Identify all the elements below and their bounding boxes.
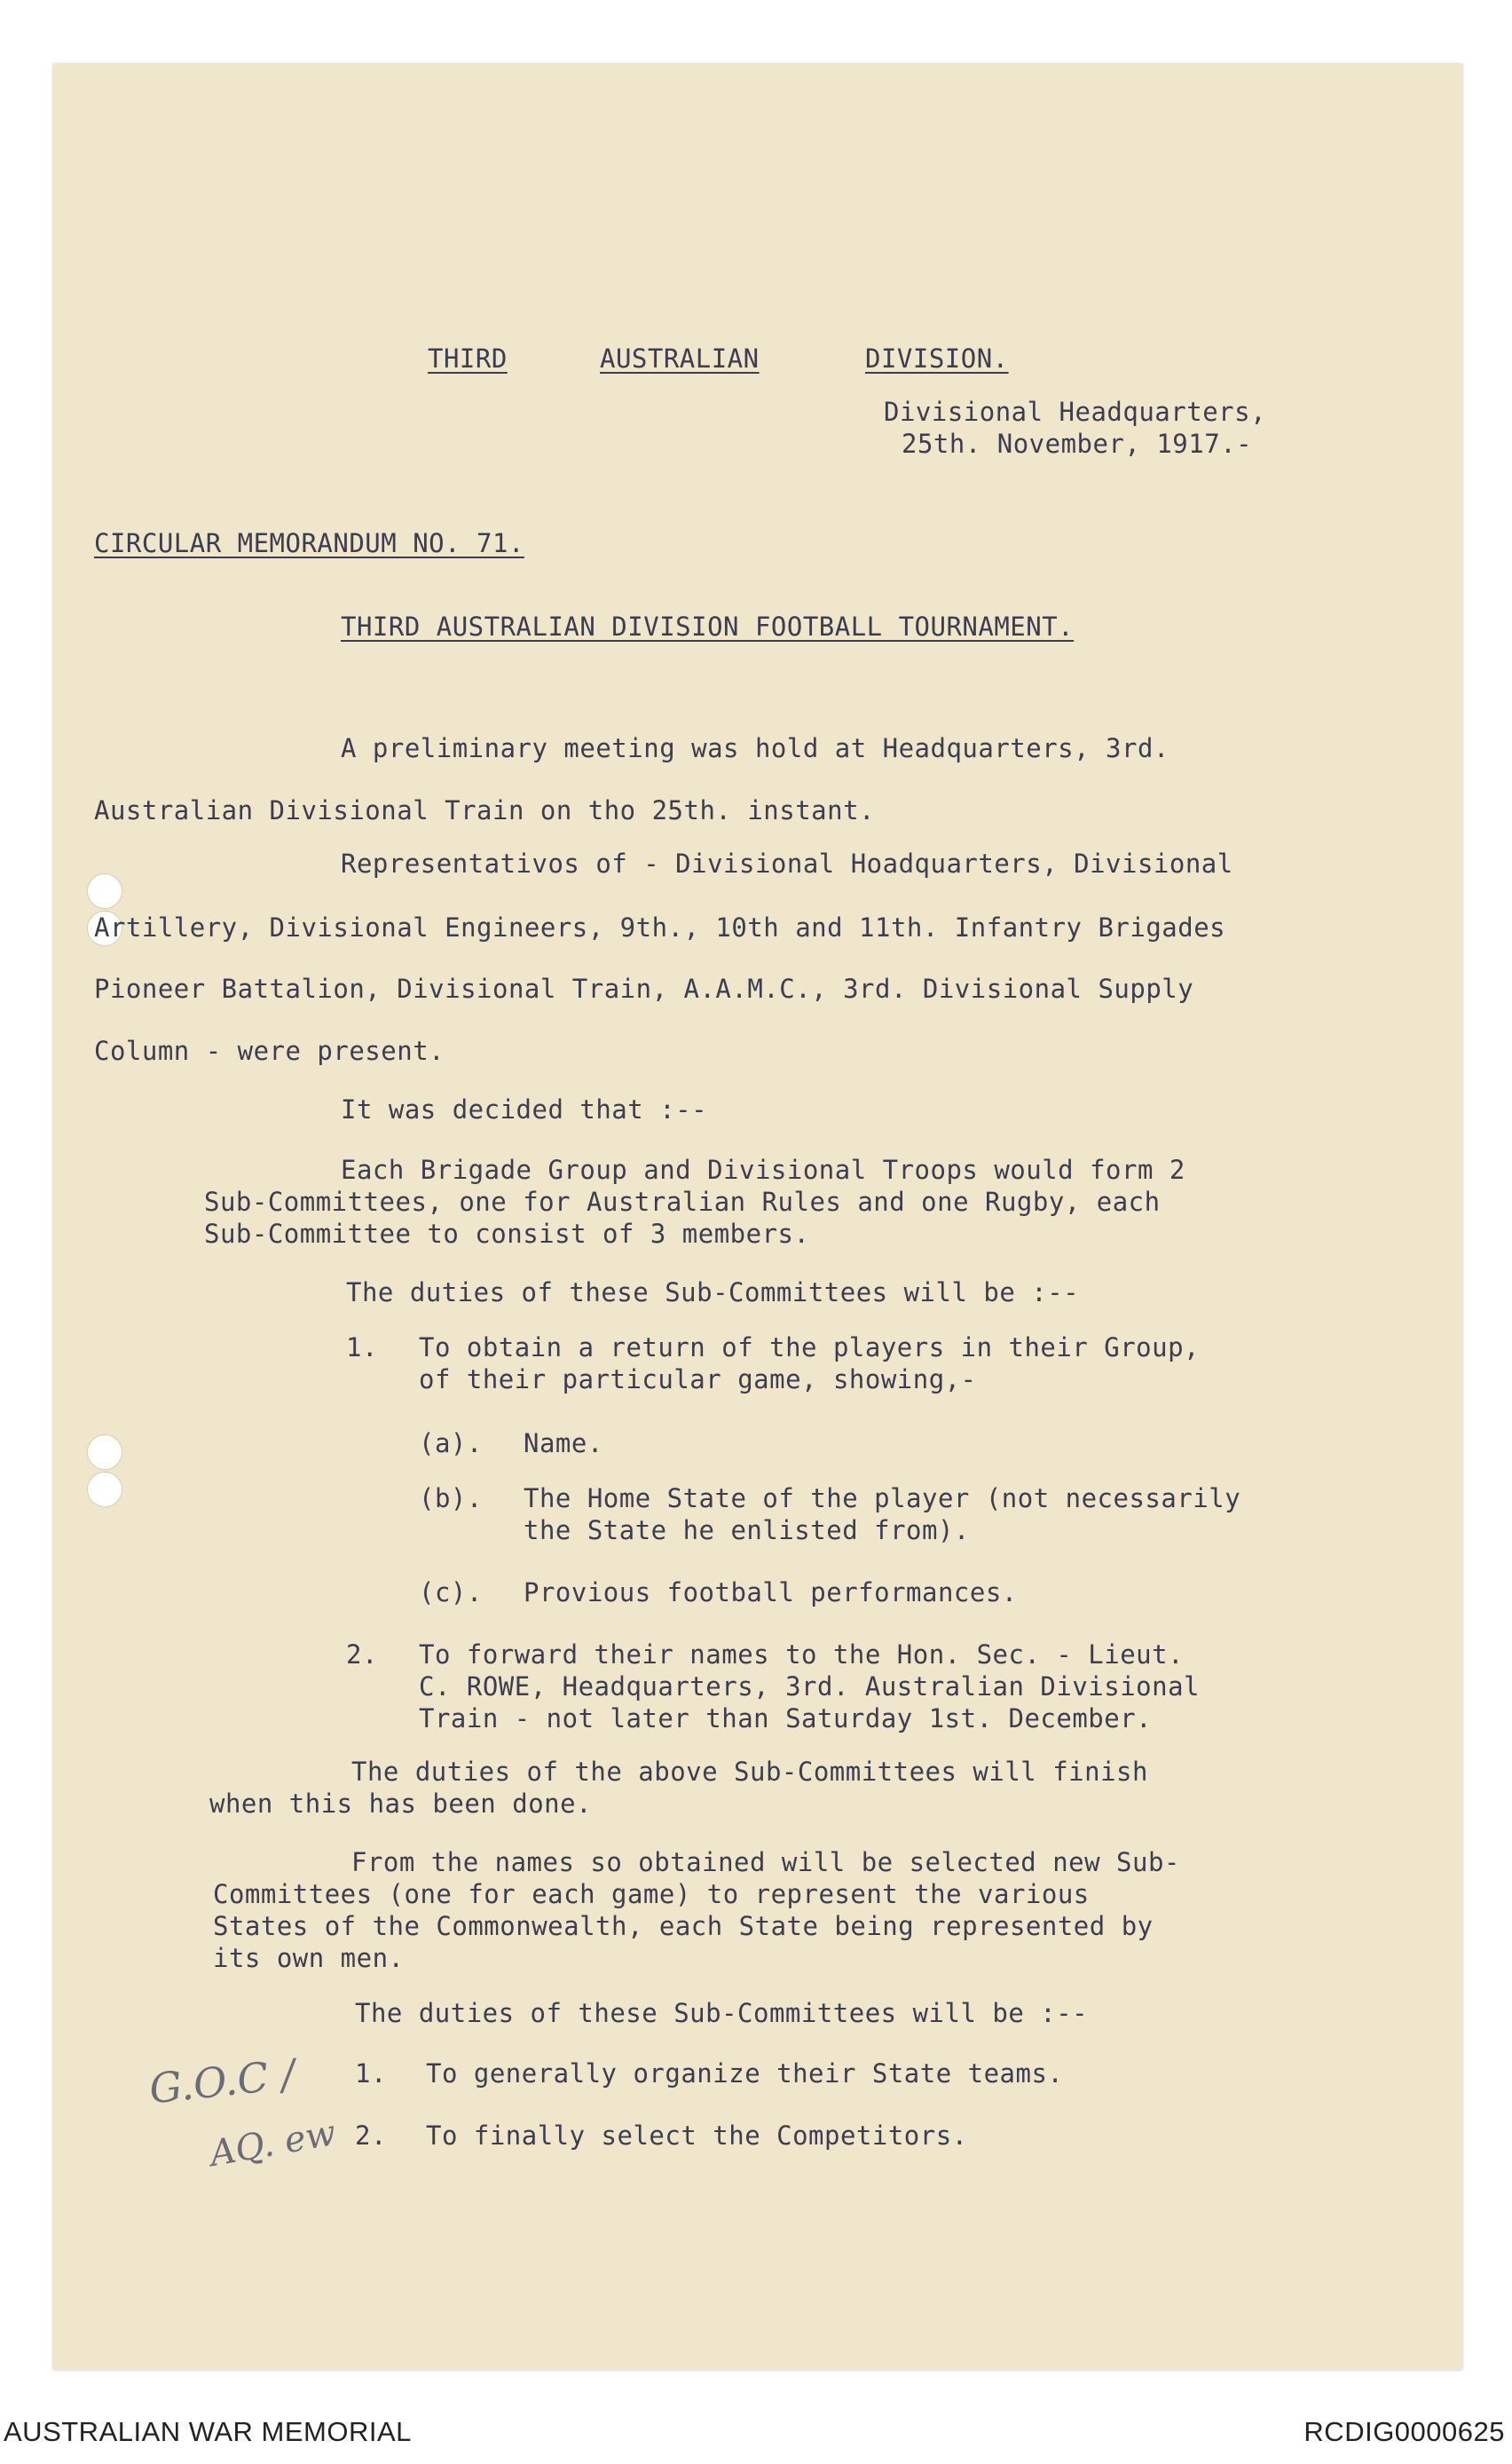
body-line: A preliminary meeting was hold at Headquarters, 3rd. — [341, 733, 1169, 763]
body-line: when this has been done. — [209, 1789, 593, 1819]
sub-item-label: (b). — [419, 1483, 483, 1513]
punch-hole — [87, 1434, 122, 1470]
body-line: The duties of these Sub-Committees will be :-- — [355, 1998, 1089, 2028]
archive-id: RCDIG0000625 — [1303, 2416, 1505, 2447]
memo-subject: THIRD AUSTRALIAN DIVISION FOOTBALL TOURNAMENT. — [341, 612, 1075, 642]
body-line: its own men. — [213, 1943, 405, 1973]
body-line: Provious football performances. — [524, 1577, 1018, 1607]
punch-hole — [87, 1472, 122, 1507]
body-line: It was decided that :-- — [341, 1094, 708, 1125]
body-line: C. ROWE, Headquarters, 3rd. Australian Divisional — [419, 1671, 1201, 1702]
body-line: Artillery, Divisional Engineers, 9th., 10th and 11th. Infantry Brigades — [94, 912, 1226, 943]
division-word-1: THIRD — [428, 344, 508, 374]
body-line: Committees (one for each game) to represent the various — [213, 1879, 1090, 1909]
body-line: Representativos of - Divisional Hoadquarters, Divisional — [341, 849, 1233, 879]
item-number: 1. — [355, 2058, 387, 2089]
body-line: To finally select the Competitors. — [426, 2120, 968, 2151]
body-line: To generally organize their State teams. — [426, 2058, 1064, 2089]
body-line: Australian Divisional Train on tho 25th. instant. — [94, 795, 876, 825]
body-line: To obtain a return of the players in their Group, — [419, 1332, 1201, 1362]
body-line: the State he enlisted from). — [524, 1515, 970, 1545]
body-line: Name. — [524, 1428, 603, 1458]
archive-credit: AUSTRALIAN WAR MEMORIAL — [4, 2416, 412, 2447]
body-line: Each Brigade Group and Divisional Troops would form 2 — [341, 1155, 1185, 1185]
body-line: Sub-Committee to consist of 3 members. — [204, 1219, 810, 1249]
division-word-3: DIVISION. — [865, 344, 1009, 374]
body-line: From the names so obtained will be selected new Sub- — [351, 1847, 1180, 1877]
handwritten-note: G.O.C / — [146, 2049, 298, 2113]
hq-date: 25th. November, 1917.- — [902, 429, 1253, 459]
body-line: Train - not later than Saturday 1st. December. — [419, 1703, 1153, 1733]
item-number: 1. — [346, 1332, 378, 1362]
item-number: 2. — [346, 1639, 378, 1670]
body-line: Column - were present. — [94, 1036, 445, 1066]
body-line: The Home State of the player (not necessarily — [524, 1483, 1241, 1513]
body-line: Sub-Committees, one for Australian Rules and one Rugby, each — [204, 1187, 1161, 1217]
body-line: States of the Commonwealth, each State being represented by — [213, 1911, 1154, 1941]
body-line: Pioneer Battalion, Divisional Train, A.A.M.C., 3rd. Divisional Supply — [94, 974, 1194, 1004]
memo-number: CIRCULAR MEMORANDUM NO. 71. — [94, 528, 524, 558]
sub-item-label: (a). — [419, 1428, 483, 1458]
hq-line-1: Divisional Headquarters, — [884, 397, 1267, 427]
body-line: of their particular game, showing,- — [419, 1364, 977, 1394]
sub-item-label: (c). — [419, 1577, 483, 1607]
punch-hole — [87, 873, 122, 909]
body-line: To forward their names to the Hon. Sec. - Lieut. — [419, 1639, 1185, 1670]
body-line: The duties of these Sub-Committees will be :-- — [346, 1277, 1080, 1307]
division-word-2: AUSTRALIAN — [600, 344, 760, 374]
handwritten-note: AQ. ew — [207, 2112, 339, 2176]
item-number: 2. — [355, 2120, 387, 2151]
body-line: The duties of the above Sub-Committees will finish — [351, 1757, 1148, 1787]
